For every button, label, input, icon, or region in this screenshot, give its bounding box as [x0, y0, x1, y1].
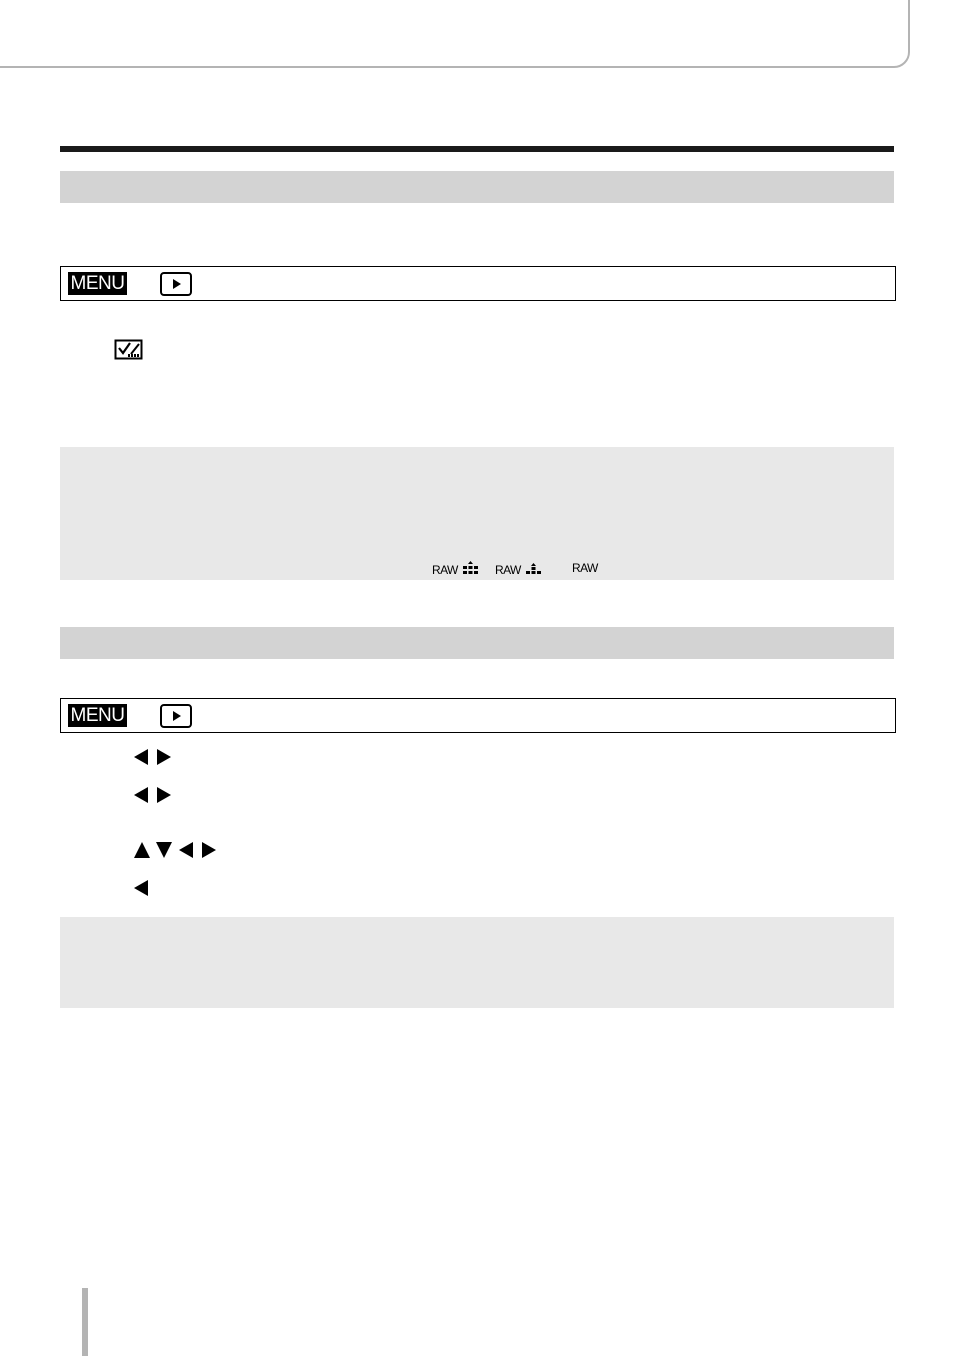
section-heading-bar-1 [60, 171, 894, 203]
four-way-arrows [134, 842, 218, 858]
raw-only-item [572, 561, 598, 575]
raw-standard-item [495, 561, 542, 577]
left-arrow-icon [134, 749, 148, 765]
up-arrow-icon [134, 842, 150, 858]
section-rule [60, 146, 894, 152]
down-arrow-icon [156, 842, 172, 858]
right-arrow-icon [157, 787, 171, 803]
left-arrow-icon [134, 880, 148, 896]
raw-label: RAW [432, 563, 458, 577]
page-number-marker [82, 1288, 88, 1356]
note-box-2 [60, 917, 894, 1008]
note-box-1 [60, 447, 894, 580]
left-right-arrows-2 [134, 787, 174, 803]
raw-label: RAW [572, 561, 598, 575]
menu-badge: MENU [68, 704, 127, 727]
back-arrow [134, 880, 150, 896]
section-heading-bar-2 [60, 627, 894, 659]
playback-icon [160, 704, 192, 728]
page-header-tab [0, 0, 910, 68]
edit-check-icon [114, 339, 144, 361]
raw-fine-item [432, 561, 479, 577]
left-arrow-icon [179, 842, 193, 858]
right-arrow-icon [202, 842, 216, 858]
left-right-arrows-1 [134, 749, 174, 765]
menu-path-1 [60, 266, 896, 301]
quality-fine-icon [462, 561, 479, 575]
menu-path-2 [60, 698, 896, 733]
playback-icon [160, 272, 192, 296]
raw-label: RAW [495, 563, 521, 577]
right-arrow-icon [157, 749, 171, 765]
menu-badge: MENU [68, 272, 127, 295]
left-arrow-icon [134, 787, 148, 803]
quality-standard-icon [525, 561, 542, 575]
